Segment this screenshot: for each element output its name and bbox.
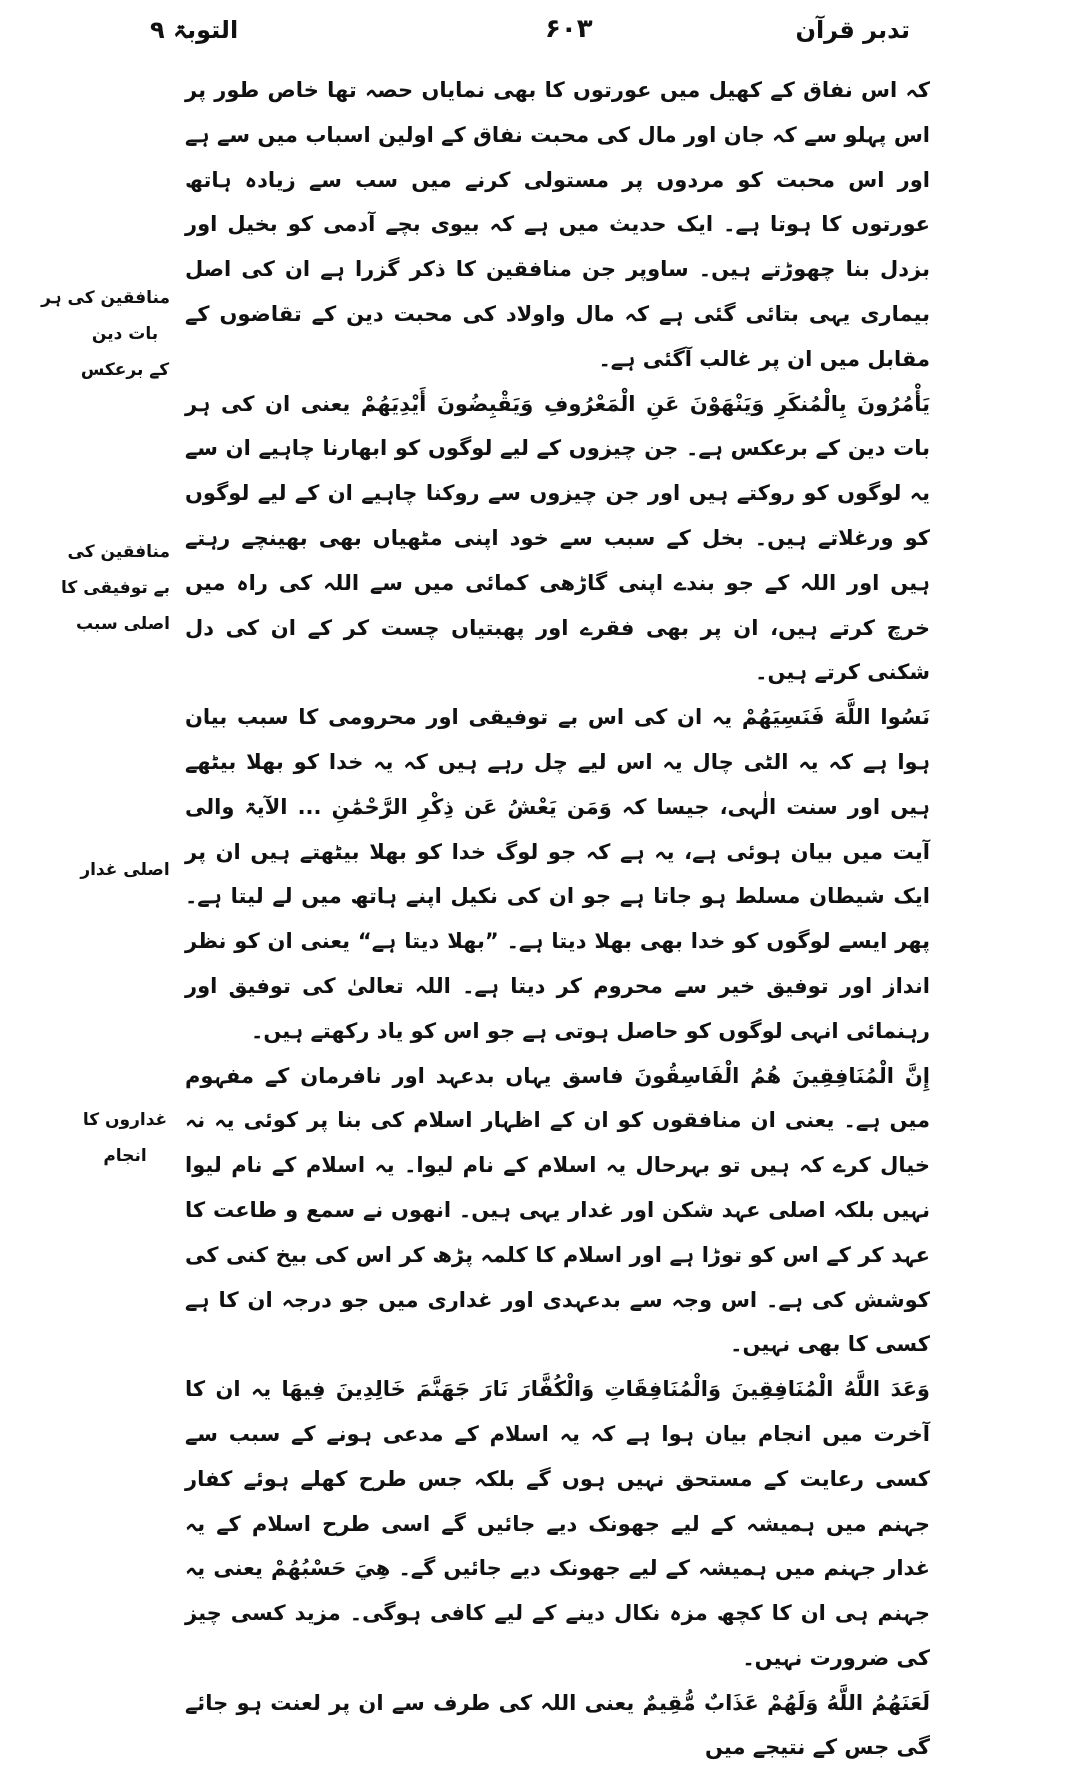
margin-note-line: بے توفیقی کا bbox=[61, 578, 170, 598]
margin-note bbox=[80, 852, 170, 888]
paragraph: لَعَنَهُمُ اللَّهُ وَلَهُمْ عَذَابٌ مُّقِيمٌ یعنی اللہ کی طرف سے ان پر لعنت ہو جائے گی جس کے نتیجے میں bbox=[185, 1690, 930, 1760]
margin-note bbox=[80, 1102, 170, 1174]
margin-note-line: اصلی غدار bbox=[80, 860, 170, 880]
margin-note-line: منافقین کی bbox=[67, 542, 170, 562]
margin-note-line: اصلی سبب bbox=[76, 614, 170, 634]
page-number: ۶۰۳ bbox=[545, 14, 593, 44]
page-header bbox=[150, 10, 910, 58]
paragraph: إِنَّ الْمُنَافِقِينَ هُمُ الْفَاسِقُونَ فاسق یہاں بدعہد اور نافرمان کے مفہوم میں ہے۔ یعنی ان منافقوں کو ان کے اظہار اسلام کی بنا پر کوئی یہ نہ خیال کرے کہ ہیں تو بہرحال یہ اسلام کے نام لیوا۔ یہ اسلام کے نام لیوا نہیں بلکہ اصلی عہد شکن اور غدار یہی ہیں۔ انھوں نے سمع و طاعت کا عہد کر کے اس کو توڑا ہے اور اسلام کا کلمہ پڑھ کر اس کی بیخ کنی کی کوشش کی ہے۔ اس وجہ سے بدعہدی اور غداری میں جو درجہ ان کا ہے کسی کا بھی نہیں۔ bbox=[185, 1063, 930, 1357]
margin-note-line: کے برعکس bbox=[80, 360, 170, 380]
margin-note-line: غداروں کا bbox=[82, 1110, 168, 1130]
paragraph: نَسُوا اللَّهَ فَنَسِيَهُمْ یہ ان کی اس بے توفیقی اور محرومی کا سبب بیان ہوا ہے کہ یہ الٹی چال یہ اس لیے چل رہے ہیں کہ یہ خدا کو بھلا بیٹھے ہیں اور سنت الٰہی، جیسا کہ وَمَن يَعْشُ عَن ذِكْرِ الرَّحْمَٰنِ ... الآیۃ والی آیت میں بیان ہوئی ہے، یہ ہے کہ جو لوگ خدا کو بھلا بیٹھتے ہیں ان پر ایک شیطان مسلط ہو جاتا ہے جو ان کی نکیل اپنے ہاتھ میں لے لیتا ہے۔ پھر ایسے لوگوں کو خدا بھی بھلا دیتا ہے۔ ”بھلا دیتا ہے“ یعنی ان کو نظر انداز اور توفیق خیر سے محروم کر دیتا ہے۔ اللہ تعالیٰ کی توفیق اور رہنمائی انہی لوگوں کو حاصل ہوتی ہے جو اس کو یاد رکھتے ہیں۔ bbox=[185, 705, 930, 1043]
book-title: تدبر قرآن bbox=[795, 16, 910, 44]
paragraph: یَأْمُرُونَ بِالْمُنكَرِ وَيَنْهَوْنَ عَنِ الْمَعْرُوفِ وَيَقْبِضُونَ أَيْدِيَهُمْ یعنی ان کی ہر بات دین کے برعکس ہے۔ جن چیزوں کے لیے لوگوں کو ابھارنا چاہیے ان سے یہ لوگوں کو روکتے ہیں اور جن چیزوں سے روکنا چاہیے ان کے لیے لوگوں کو ورغلاتے ہیں۔ بخل کے سبب سے خود اپنی مٹھیاں بھی بھینچے رہتے ہیں اور اللہ کے جو بندے اپنی گاڑھی کمائی میں سے اللہ کی راہ میں خرچ کرتے ہیں، ان پر بھی فقرے اور پھبتیاں چست کر کے ان کی دل شکنی کرتے ہیں۔ bbox=[185, 391, 930, 685]
margin-note-line: انجام bbox=[103, 1146, 147, 1166]
paragraph: کہ اس نفاق کے کھیل میں عورتوں کا بھی نمایاں حصہ تھا خاص طور پر اس پہلو سے کہ جان اور مال کی محبت نفاق کے اولین اسباب میں سے ہے اور اس محبت کو مردوں پر مستولی کرنے میں سب سے زیادہ ہاتھ عورتوں کا ہوتا ہے۔ ایک حدیث میں ہے کہ بیوی بچے آدمی کو بخیل اور بزدل بنا چھوڑتے ہیں۔ ساوپر جن منافقین کا ذکر گزرا ہے ان کی اصل بیماری یہی بتائی گئی ہے کہ مال واولاد کی محبت دین کے تقاضوں کے مقابل میں ان پر غالب آگئی ہے۔ bbox=[185, 78, 930, 371]
main-text bbox=[185, 68, 930, 1770]
margin-note-line: بات دین bbox=[91, 324, 159, 344]
margin-note bbox=[61, 534, 170, 642]
paragraph: وَعَدَ اللَّهُ الْمُنَافِقِينَ وَالْمُنَافِقَاتِ وَالْكُفَّارَ نَارَ جَهَنَّمَ خَالِدِينَ فِيهَا یہ ان کا آخرت میں انجام بیان ہوا ہے کہ یہ اسلام کے مدعی ہونے کے سبب سے کسی رعایت کے مستحق نہیں ہوں گے بلکہ جس طرح کھلے ہوئے کفار جہنم میں ہمیشہ کے لیے جھونک دیے جائیں گے اسی طرح اسلام کے یہ غدار جہنم میں ہمیشہ کے لیے جھونک دیے جائیں گے۔ هِيَ حَسْبُهُمْ یعنی یہ جہنم ہی ان کا کچھ مزہ نکال دینے کے لیے کافی ہوگی۔ مزید کسی چیز کی ضرورت نہیں۔ bbox=[185, 1377, 930, 1670]
margin-note bbox=[41, 280, 170, 388]
margin-note-line: منافقین کی ہر bbox=[41, 288, 170, 308]
surah-title: التوبۃ ۹ bbox=[150, 16, 239, 44]
